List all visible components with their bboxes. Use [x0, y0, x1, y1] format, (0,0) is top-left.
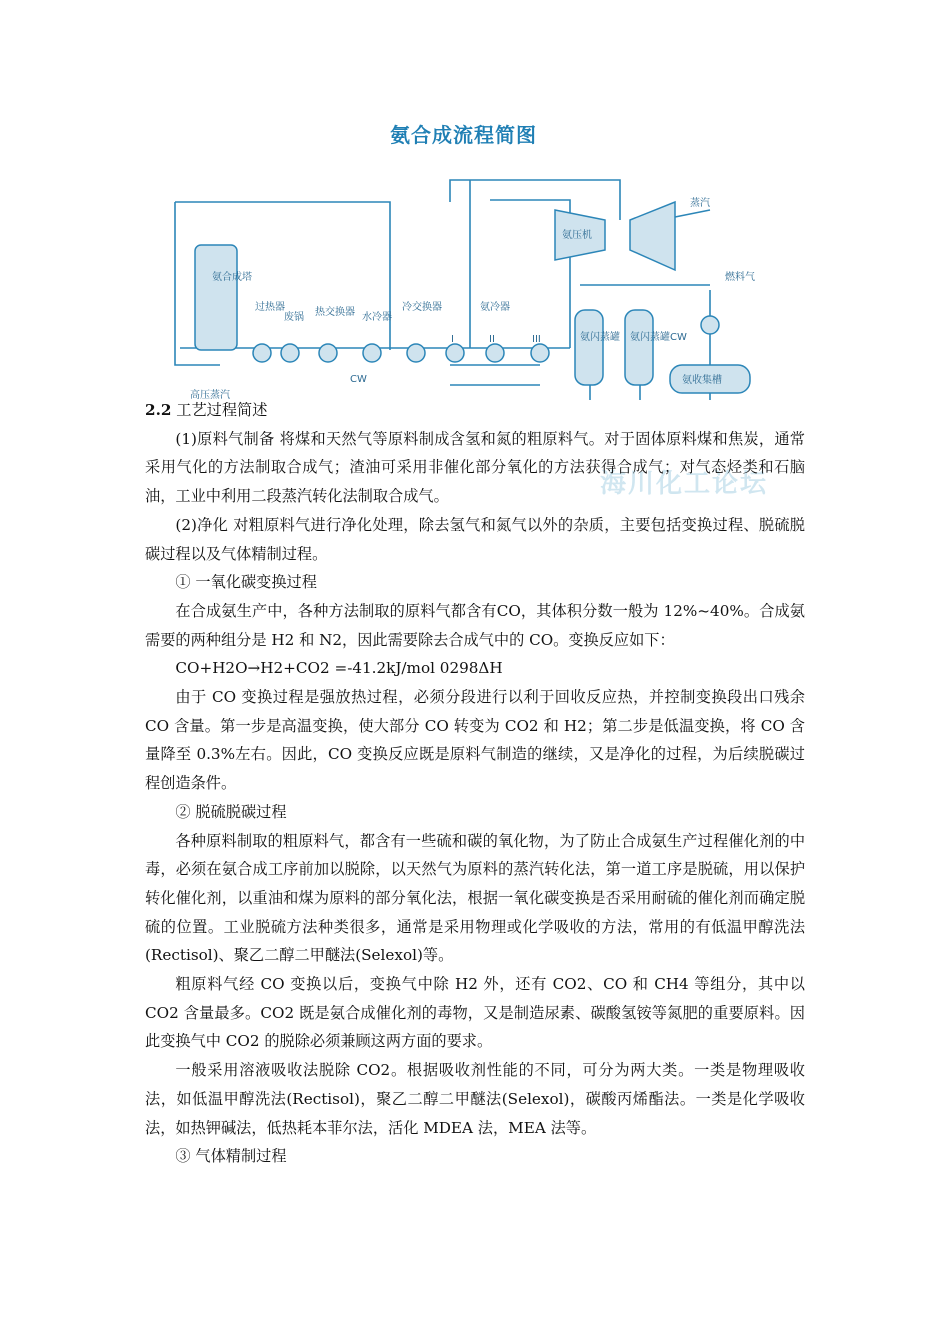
ammonia-cooler-1-shape	[446, 344, 464, 362]
flash-tank-1-shape	[575, 310, 603, 385]
hot-exchanger-shape	[319, 344, 337, 362]
turbine-shape	[630, 202, 675, 270]
process-flow-diagram	[150, 110, 810, 410]
hot-exchanger-label: 热交换器	[315, 307, 355, 318]
ammonia-cooler-2-shape	[486, 344, 504, 362]
cw-label-2: CW	[670, 332, 687, 343]
paragraph-raw-gas: (1)原料气制备 将煤和天然气等原料制成含氢和氮的粗原料气。对于固体原料煤和焦炭，通常采用气化的方法制取合成气；渣油可采用非催化部分氧化的方法获得合成气；对气态烃类和石脑油，工业中利用二段蒸汽转化法制取合成气。	[145, 429, 805, 506]
flash-tank-2-shape	[625, 310, 653, 385]
reaction-equation: CO+H2O→H2+CO2 =-41.2kJ/mol 0298ΔH	[175, 659, 503, 678]
subheading-desulfurization: ② 脱硫脱碳过程	[175, 802, 287, 821]
cw-label-1: CW	[350, 374, 367, 385]
hp-steam-label: 高压蒸汽	[190, 390, 230, 401]
flow-diagram-svg	[150, 110, 810, 410]
paragraph-co2: 粗原料气经 CO 变换以后，变换气中除 H2 外，还有 CO2、CO 和 CH4 等组分，其中以 CO2 含量最多。CO2 既是氨合成催化剂的毒物，又是制造尿素、碳酸氢铵等氮肥的重要原料。因此变换气中 CO2 的脱除必须兼顾这两方面的要求。	[145, 975, 805, 1051]
paragraph-co2-removal: 一般采用溶液吸收法脱除 CO2。根据吸收剂性能的不同，可分为两大类。一类是物理吸收法，如低温甲醇洗法(Rectisol)，聚乙二醇二甲醚法(Selexol)，碳酸丙烯酯法。一类是化学吸收法，如热钾碱法，低热耗本菲尔法，活化 MDEA 法，MEA 法等。	[145, 1061, 805, 1137]
waste-boiler-shape	[281, 344, 299, 362]
paragraph-purification: (2)净化 对粗原料气进行净化处理，除去氢气和氮气以外的杂质，主要包括变换过程、脱硫脱碳过程以及气体精制过程。	[145, 515, 805, 563]
superheater-shape	[253, 344, 271, 362]
roman-label-3: III	[532, 334, 541, 345]
watermark-text: 海川化工论坛	[600, 469, 769, 499]
section-number: 2.2	[145, 401, 172, 419]
roman-label-2: II	[489, 334, 495, 345]
body-text	[145, 396, 805, 1171]
roman-label-1: I	[451, 334, 454, 345]
ammonia-collector-label: 氨收集槽	[682, 375, 722, 386]
cold-exchanger-shape	[407, 344, 425, 362]
waste-boiler-label: 废锅	[284, 312, 304, 323]
svg-text:氨合成塔	[212, 270, 252, 283]
subheading-co-shift: ① 一氧化碳变换过程	[175, 573, 317, 592]
steam-label: 蒸汽	[690, 198, 710, 209]
synthesis-tower-label: 氨合成塔	[212, 272, 252, 283]
water-cooler-label: 水冷器	[362, 312, 392, 323]
paragraph-co-shift-steps: 由于 CO 变换过程是强放热过程，必须分段进行以利于回收反应热，并控制变换段出口残余 CO 含量。第一步是高温变换，使大部分 CO 转变为 CO2 和 H2；第二步是低温变换，将 CO 含量降至 0.3%左右。因此，CO 变换反应既是原料气制造的继续，又是净化的过程，为后续脱碳过程创造条件。	[145, 688, 805, 793]
superheater-label: 过热器	[255, 302, 285, 313]
flash-tank-1-label: 氨闪蒸罐	[580, 332, 620, 343]
paragraph-co-content: 在合成氨生产中，各种方法制取的原料气都含有CO，其体积分数一般为 12%~40%。合成氨需要的两种组分是 H2 和 N2，因此需要除去合成气中的 CO。变换反应如下：	[145, 601, 805, 649]
subheading-gas-refining: ③ 气体精制过程	[175, 1147, 287, 1166]
paragraph-desulfurization: 各种原料制取的粗原料气，都含有一些硫和碳的氧化物，为了防止合成氨生产过程催化剂的中毒，必须在氨合成工序前加以脱除，以天然气为原料的蒸汽转化法，第一道工序是脱硫，用以保护转化催化剂，以重油和煤为原料的部分氧化法，根据一氧化碳变换是否采用耐硫的催化剂而确定脱硫的位置。工业脱硫方法种类很多，通常是采用物理或化学吸收的方法，常用的有低温甲醇洗法(Rectisol)、聚乙二醇二甲醚法(Selexol)等。	[145, 831, 805, 965]
section-heading	[145, 396, 805, 425]
synthesis-tower-shape	[195, 245, 237, 350]
water-cooler-shape	[363, 344, 381, 362]
compressor-label: 氨压机	[562, 230, 592, 241]
section-title: 工艺过程简述	[176, 401, 268, 419]
ammonia-cooler-label: 氨冷器	[480, 302, 510, 313]
diagram-title: 氨合成流程简图	[390, 123, 537, 147]
fuel-gas-label: 燃料气	[725, 272, 755, 283]
ammonia-cooler-3-shape	[531, 344, 549, 362]
cw-cooler-shape	[701, 316, 719, 334]
cold-exchanger-label: 冷交换器	[402, 302, 442, 313]
flash-tank-2-label: 氨闪蒸罐	[630, 332, 670, 343]
